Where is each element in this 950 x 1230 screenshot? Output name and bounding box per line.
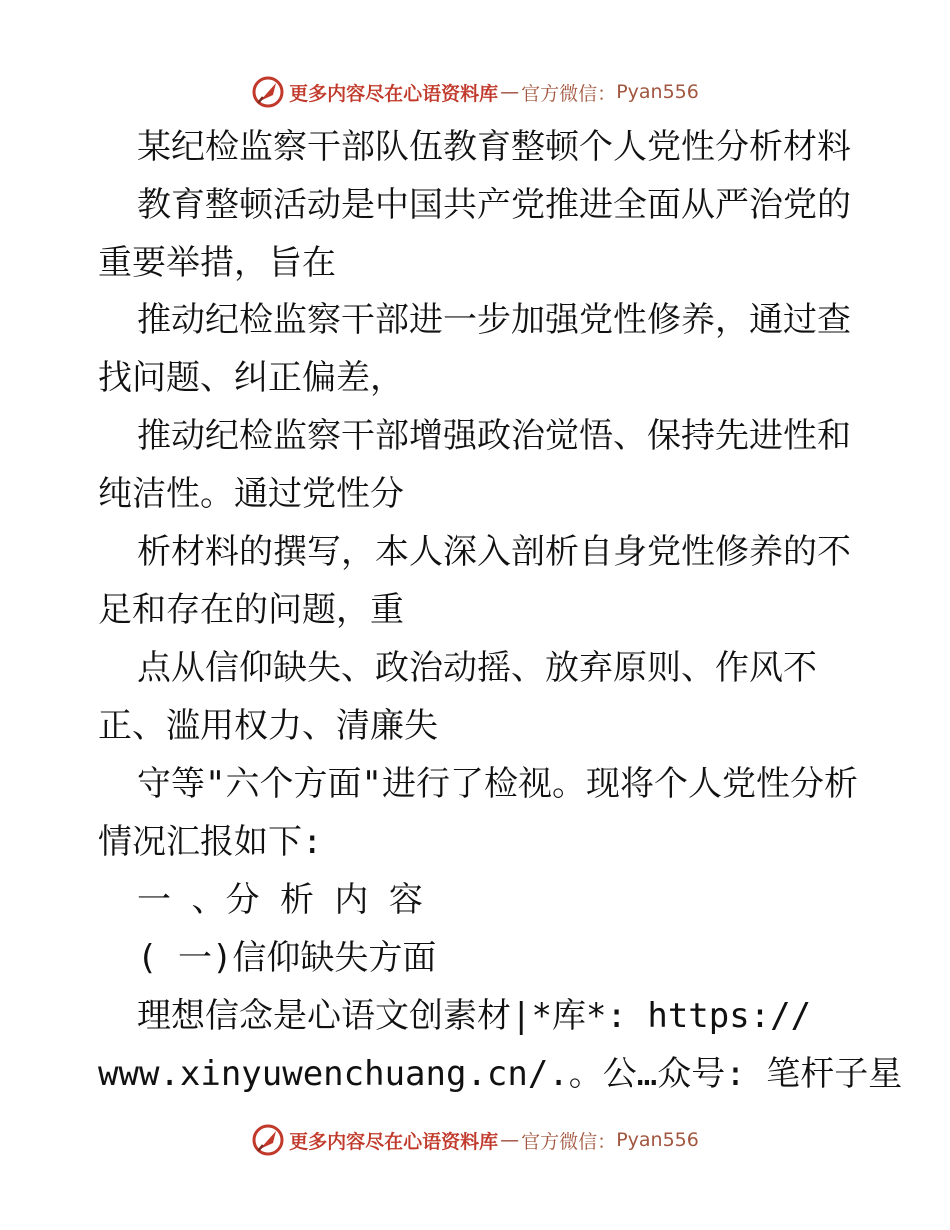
body-line-9: 点从信仰缺失、政治动摇、放弃原则、作风不 xyxy=(137,648,817,688)
feather-pen-logo-icon xyxy=(251,75,285,109)
body-line-10: 正、滥用权力、清廉失 xyxy=(98,706,438,746)
banner-separator: — xyxy=(500,81,520,103)
section-heading: 一 、分 析 内 容 xyxy=(137,880,423,920)
body-line-13: 理想信念是心语文创素材|*库*: https:// xyxy=(137,996,812,1036)
body-line-5: 推动纪检监察干部增强政治觉悟、保持先进性和 xyxy=(137,416,851,456)
banner-wechat-label: 官方微信： xyxy=(521,1130,617,1153)
body-line-11: 守等"六个方面"进行了检视。现将个人党性分析 xyxy=(137,764,858,804)
banner-wechat-label: 官方微信： xyxy=(521,82,617,105)
body-line-14: www.xinyuwenchuang.cn/.。公…众号: 笔杆子星 xyxy=(98,1054,903,1094)
body-line-2: 重要举措，旨在 xyxy=(98,243,336,283)
body-line-12: 情况汇报如下: xyxy=(98,822,323,862)
body-line-8: 足和存在的问题，重 xyxy=(98,590,404,630)
footer-watermark-banner xyxy=(0,1120,950,1160)
body-line-3: 推动纪检监察干部进一步加强党性修养，通过查 xyxy=(137,300,851,340)
banner-separator: — xyxy=(500,1129,520,1151)
feather-pen-logo-icon xyxy=(251,1123,285,1157)
document-title: 某纪检监察干部队伍教育整顿个人党性分析材料 xyxy=(137,127,851,167)
body-line-6: 纯洁性。通过党性分 xyxy=(98,474,404,514)
body-line-7: 析材料的撰写，本人深入剖析自身党性修养的不 xyxy=(137,532,851,572)
banner-slogan: 更多内容尽在心语资料库 xyxy=(289,1130,499,1153)
banner-slogan: 更多内容尽在心语资料库 xyxy=(289,82,499,105)
body-line-1: 教育整顿活动是中国共产党推进全面从严治党的 xyxy=(137,185,851,225)
body-line-4: 找问题、纠正偏差， xyxy=(98,358,404,398)
banner-wechat-id: Pyan556 xyxy=(616,81,699,103)
banner-wechat-id: Pyan556 xyxy=(616,1129,699,1151)
subsection-heading: ( 一)信仰缺失方面 xyxy=(137,938,437,978)
header-watermark-banner xyxy=(0,72,950,112)
